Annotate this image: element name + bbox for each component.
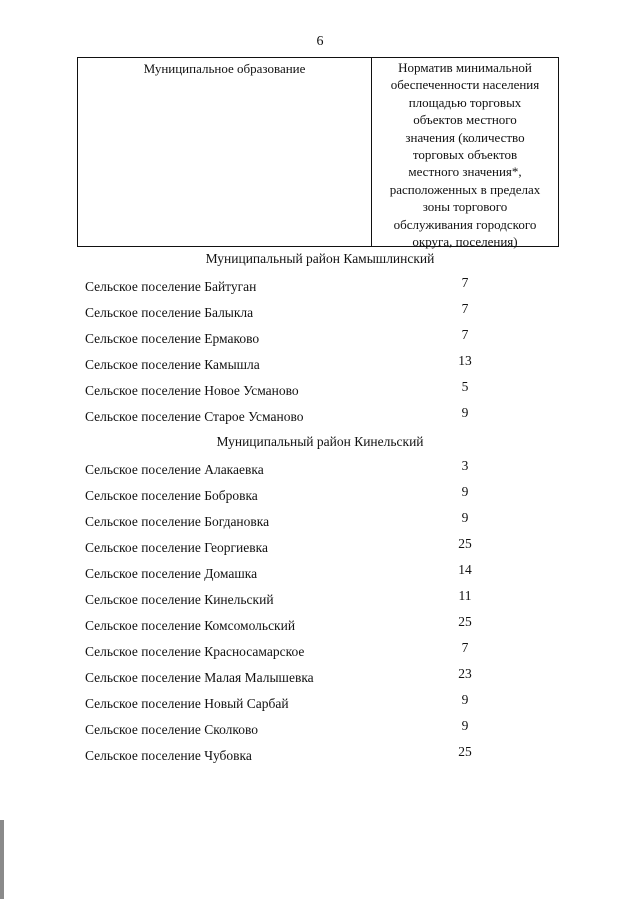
header-norm-line: торговых объектов [412,147,518,163]
row-value: 9 [461,692,469,707]
row-name: Сельское поселение Богдановка [85,514,270,529]
row-value: 5 [461,379,469,394]
row-name: Сельское поселение Байтуган [85,279,257,294]
row-value: 9 [461,718,469,733]
table-row [85,405,495,429]
table-row [85,614,495,638]
header-norm-line: округа, поселения) [412,234,518,250]
page-number: 6 [316,34,324,49]
row-name: Сельское поселение Сколково [85,722,259,737]
row-value: 11 [458,588,472,603]
row-value: 9 [461,405,469,420]
table-row [85,275,495,299]
header-norm-line: обеспеченности населения [390,77,540,93]
header-norm-line: Норматив минимальной [398,60,532,75]
table-header [77,57,559,250]
row-value: 25 [458,614,472,629]
table-row [85,484,495,508]
row-name: Сельское поселение Старое Усманово [85,409,304,424]
table-row [85,301,495,325]
table-row [85,692,495,716]
row-name: Сельское поселение Кинельский [85,592,274,607]
header-norm-line: расположенных в пределах [389,181,541,197]
row-value: 3 [461,458,469,473]
row-value: 25 [458,744,472,759]
row-value: 13 [458,353,472,368]
header-norm-line: объектов местного [413,112,517,128]
table-row [85,744,495,768]
table-row [85,562,495,586]
scan-edge [0,820,4,899]
header-norm-line: значения (количество [405,129,525,145]
row-value: 9 [461,484,469,499]
table-row [85,718,495,742]
row-name: Сельское поселение Малая Малышевка [85,670,314,685]
table-row [85,379,495,403]
row-name: Сельское поселение Новое Усманово [85,383,299,398]
row-name: Сельское поселение Домашка [85,566,258,581]
row-name: Сельское поселение Камышла [85,357,260,372]
row-name: Сельское поселение Балыкла [85,305,254,320]
row-name: Сельское поселение Алакаевка [85,462,264,477]
table-row [85,588,495,612]
table-row [85,666,495,690]
header-norm-line: обслуживания городского [393,216,537,232]
header-municipality: Муниципальное образование [78,58,372,246]
section-heading: Муниципальный район Кинельский [216,434,424,449]
table-row [85,510,495,534]
table-row [85,353,495,377]
row-value: 7 [461,640,469,655]
row-name: Сельское поселение Георгиевка [85,540,268,555]
row-name: Сельское поселение Новый Сарбай [85,696,289,711]
header-norm-line: зоны торгового [422,199,508,215]
row-value: 23 [458,666,472,681]
row-value: 14 [458,562,472,577]
row-value: 7 [461,275,469,290]
header-norm-line: площадью торговых [408,94,522,110]
row-name: Сельское поселение Красносамарское [85,644,305,659]
header-norm [372,58,558,250]
row-name: Сельское поселение Чубовка [85,748,252,763]
row-name: Сельское поселение Ермаково [85,331,260,346]
table-row [85,536,495,560]
row-value: 9 [461,510,469,525]
table-row [85,327,495,351]
row-name: Сельское поселение Комсомольский [85,618,296,633]
row-name: Сельское поселение Бобровка [85,488,258,503]
table-row [85,640,495,664]
header-norm-line: местного значения*, [408,164,522,180]
table-row [85,458,495,482]
row-value: 7 [461,301,469,316]
row-value: 25 [458,536,472,551]
row-value: 7 [461,327,469,342]
section-heading: Муниципальный район Камышлинский [205,251,435,266]
